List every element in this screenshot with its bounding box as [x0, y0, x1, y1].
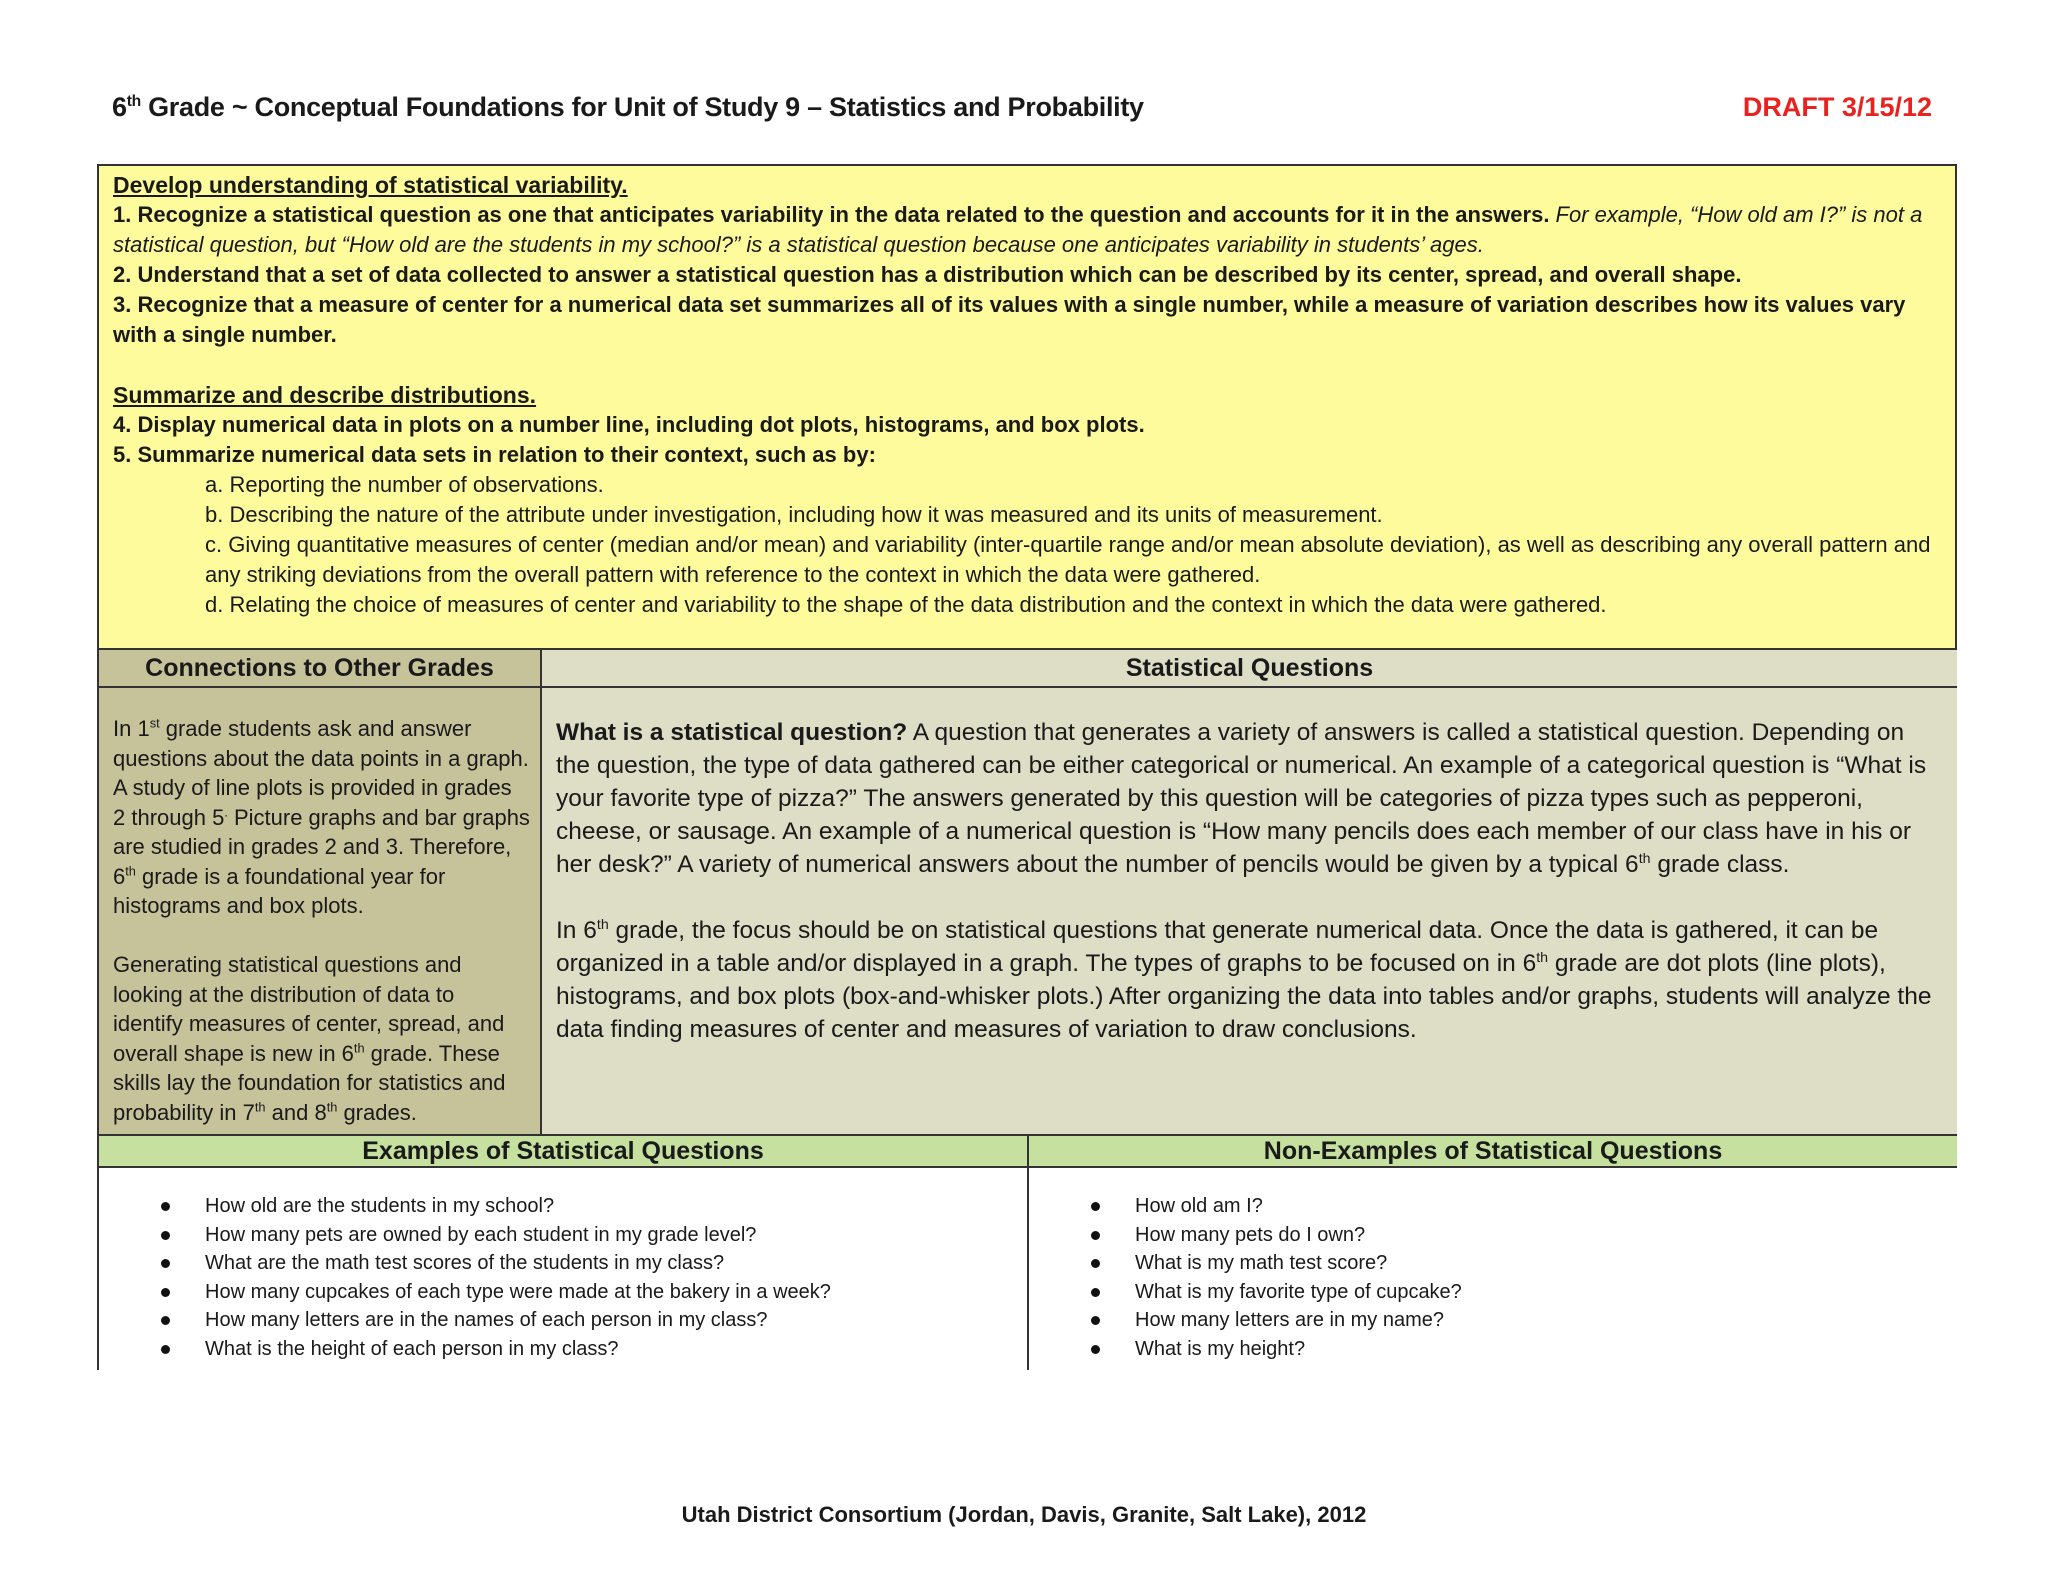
connections-paragraph-2: Generating statistical questions and looking at the distribution of data to identify measures of center, spread, and overall shape is new in 6th grade. These skills lay the foundation for statistics and probability in 7th and 8th grades. [113, 952, 506, 1125]
list-item: How old am I? [1029, 1192, 1957, 1221]
list-item: What are the math test scores of the students in my class? [99, 1249, 1027, 1278]
draft-label: DRAFT 3/15/12 [1742, 92, 1932, 122]
examples-header: Examples of Statistical Questions [99, 1134, 1029, 1168]
statistical-questions-header: Statistical Questions [542, 650, 1957, 688]
examples-list [99, 1192, 1027, 1363]
statistical-questions-paragraph-2: In 6th grade, the focus should be on statistical questions that generate numerical data. Once the data is gathered, it can be organized in a table and/or displayed in a graph. The types of graphs to be focused on in 6th grade are dot plots (line plots), histograms, and box plots (box-and-whisker plots.) After organizing the data into tables and/or graphs, students will analyze the data finding measures of center and measures of variation to draw conclusions. [556, 916, 1932, 1043]
page-title: 6th Grade ~ Conceptual Foundations for Unit of Study 9 – Statistics and Probability [112, 92, 1144, 122]
list-item: What is my height? [1029, 1335, 1957, 1364]
connections-header: Connections to Other Grades [99, 650, 542, 688]
standard-5b: b. Describing the nature of the attribute under investigation, including how it was measured and its units of measurement. [205, 502, 1383, 527]
list-item: How many pets are owned by each student in my grade level? [99, 1221, 1027, 1250]
standard-5a: a. Reporting the number of observations. [205, 472, 604, 497]
standard-5c: c. Giving quantitative measures of center (median and/or mean) and variability (inter-quartile range and/or mean absolute deviation), as well as describing any overall pattern and any striking deviations from the overall pattern with reference to the context in which the data were gathered. [205, 532, 1931, 587]
list-item: How many pets do I own? [1029, 1221, 1957, 1250]
standard-4: 4. Display numerical data in plots on a number line, including dot plots, histograms, and box plots. [113, 412, 1145, 437]
page-footer: Utah District Consortium (Jordan, Davis, Granite, Salt Lake), 2012 [681, 1502, 1367, 1527]
connections-body [99, 688, 542, 1134]
list-item: What is the height of each person in my class? [99, 1335, 1027, 1364]
list-item: How old are the students in my school? [99, 1192, 1027, 1221]
list-item: How many letters are in the names of each person in my class? [99, 1306, 1027, 1335]
standards-section [99, 166, 1955, 650]
list-item: How many letters are in my name? [1029, 1306, 1957, 1335]
standards-heading-distributions: Summarize and describe distributions. [113, 382, 537, 408]
non-examples-header: Non-Examples of Statistical Questions [1029, 1134, 1957, 1168]
standards-heading-variability: Develop understanding of statistical variability. [113, 172, 628, 198]
statistical-questions-body [542, 688, 1957, 1134]
standard-5: 5. Summarize numerical data sets in relation to their context, such as by: [113, 442, 876, 467]
examples-body [99, 1168, 1029, 1370]
standard-3: 3. Recognize that a measure of center for a numerical data set summarizes all of its values with a single number, while a measure of variation describes how its values vary with a single number. [113, 292, 1906, 347]
page-header [112, 92, 1932, 132]
standard-2: 2. Understand that a set of data collected to answer a statistical question has a distribution which can be described by its center, spread, and overall shape. [113, 262, 1742, 287]
connections-paragraph-1: In 1st grade students ask and answer questions about the data points in a graph. A study of line plots is provided in grades 2 through 5. Picture graphs and bar graphs are studied in grades 2 and 3. Therefore, 6th grade is a foundational year for histograms and box plots. [113, 715, 530, 918]
non-examples-body [1029, 1168, 1957, 1370]
content-table [97, 164, 1957, 1370]
list-item: How many cupcakes of each type were made at the bakery in a week? [99, 1278, 1027, 1307]
standard-1: 1. Recognize a statistical question as one that anticipates variability in the data related to the question and accounts for it in the answers. For example, “How old am I?” is not a statistical question, but “How old are the students in my school?” is a statistical question because one anticipates variability in students’ ages. [113, 202, 1923, 257]
list-item: What is my math test score? [1029, 1249, 1957, 1278]
non-examples-list [1029, 1192, 1957, 1363]
standard-5d: d. Relating the choice of measures of center and variability to the shape of the data distribution and the context in which the data were gathered. [205, 592, 1607, 617]
list-item: What is my favorite type of cupcake? [1029, 1278, 1957, 1307]
statistical-questions-paragraph-1: What is a statistical question? A question that generates a variety of answers is called a statistical question. Depending on the question, the type of data gathered can be either categorical or numerical. An example of a categorical question is “What is your favorite type of pizza?” The answers generated by this question will be categories of pizza types such as pepperoni, cheese, or sausage. An example of a numerical question is “How many pencils does each member of our class have in his or her desk?” A variety of numerical answers about the number of pencils would be given by a typical 6th grade class. [556, 719, 1927, 878]
